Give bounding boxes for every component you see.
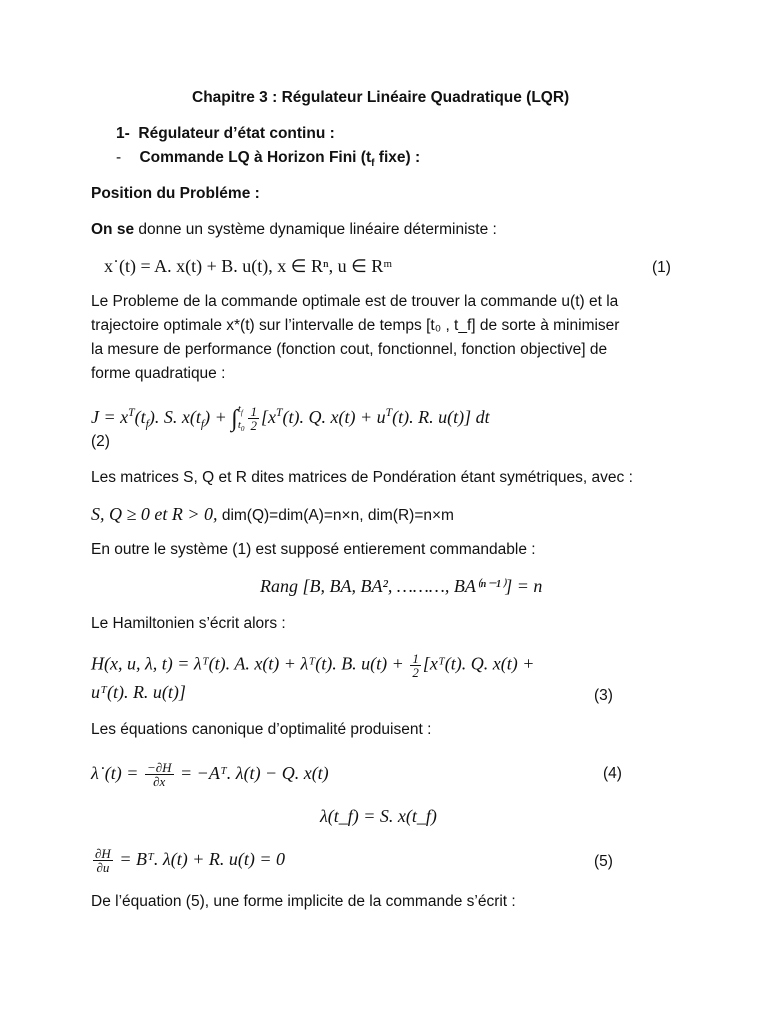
section-number: 1-: [116, 125, 130, 142]
equation-2-number: (2): [91, 433, 110, 450]
conditions-text: dim(Q)=dim(A)=n×n, dim(R)=n×m: [217, 507, 454, 524]
eq2-tail2: (t). R. u(t)] dt: [392, 407, 490, 427]
page-title: Chapitre 3 : Régulateur Linéaire Quadratique (LQR): [192, 89, 570, 106]
equation-1: x˙(t) = A. x(t) + B. u(t), x ∈ Rⁿ, u ∈ Rᵐ: [104, 256, 393, 276]
subsection-subscript: f: [371, 158, 375, 170]
equation-3-number: (3): [594, 687, 613, 704]
equation-4: [91, 760, 329, 788]
paragraph-line: forme quadratique :: [91, 365, 226, 382]
subsection-bullet: -: [116, 149, 122, 166]
eq4-rhs: = −Aᵀ. λ(t) − Q. x(t): [180, 763, 329, 783]
equation-5: [91, 846, 285, 874]
eq2-tail: (t). Q. x(t) + u: [282, 407, 386, 427]
eq3-line1: H(x, u, λ, t) = λᵀ(t). A. x(t) + λᵀ(t). B. u(t) +: [91, 653, 404, 674]
half-fraction: $\frac{1}{2}$: [412, 651, 419, 680]
equation-3-line1: [91, 652, 534, 679]
hamiltonian-intro: Le Hamiltonien s’écrit alors :: [91, 615, 286, 632]
half-fraction: $\frac{1}{2}$: [250, 404, 257, 434]
paragraph-controllable: En outre le système (1) est supposé entierement commandable :: [91, 541, 536, 558]
equation-2: $J = x^T(t_f)$. S. $x(t_f)$ + ∫ $t_f$ $t_0$ $\frac{1}{2}$ [$x^T(t)$. Q. $x(t) + u^T(t)$. R. u(t)] dt: [91, 402, 490, 434]
subsection-label-end: fixe) :: [374, 149, 421, 166]
equation-4-number: (4): [603, 765, 622, 782]
section-heading: [116, 124, 335, 144]
paragraph-line: la mesure de performance (fonction cout, fonctionnel, fonction objective] de: [91, 341, 608, 358]
eq4-lhs: λ˙(t) =: [91, 763, 139, 783]
position-heading: Position du Probléme :: [91, 185, 260, 202]
paragraph-line: Le Probleme de la commande optimale est de trouver la commande u(t) et la: [91, 293, 619, 310]
terminal-condition: λ(t_f) = S. x(t_f): [320, 806, 437, 826]
eq3-line1b: [xᵀ(t). Q. x(t) +: [422, 653, 535, 674]
implicit-form-intro: De l’équation (5), une forme implicite de la commande s’écrit :: [91, 893, 516, 910]
equation-5-number: (5): [594, 853, 613, 870]
eq2-lhs: J = x: [91, 407, 129, 427]
intro-paragraph: [91, 220, 497, 240]
integral-sign: ∫: [231, 405, 238, 432]
conditions-line: [91, 504, 454, 526]
intro-rest: donne un système dynamique linéaire déterministe :: [134, 221, 497, 238]
eq2-mid: [x: [260, 407, 276, 427]
section-label: Régulateur d’état continu :: [138, 125, 335, 142]
subsection-label: Commande LQ à Horizon Fini (t: [139, 149, 372, 166]
equation-1-number: (1): [652, 259, 671, 276]
paragraph-matrices: Les matrices S, Q et R dites matrices de Pondération étant symétriques, avec :: [91, 469, 633, 486]
canonical-intro: Les équations canonique d’optimalité produisent :: [91, 721, 432, 738]
paragraph-line: trajectoire optimale x*(t) sur l’intervalle de temps [t₀ , t_f] de sorte à minimiser: [91, 317, 620, 334]
eq5-rhs: = Bᵀ. λ(t) + R. u(t) = 0: [119, 849, 285, 869]
subsection-heading: [116, 148, 420, 174]
conditions-math: S, Q ≥ 0 et R > 0,: [91, 504, 218, 524]
rank-equation: Rang [B, BA, BA², ………, BA⁽ⁿ⁻¹⁾] = n: [260, 576, 543, 596]
intro-bold: On se: [91, 221, 135, 238]
partial-fraction: $\frac{-\partial H}{\partial x}$: [146, 760, 172, 790]
equation-3-line2: uᵀ(t). R. u(t)]: [91, 682, 186, 702]
partial-fraction: $\frac{\partial H}{\partial u}$: [95, 846, 111, 876]
